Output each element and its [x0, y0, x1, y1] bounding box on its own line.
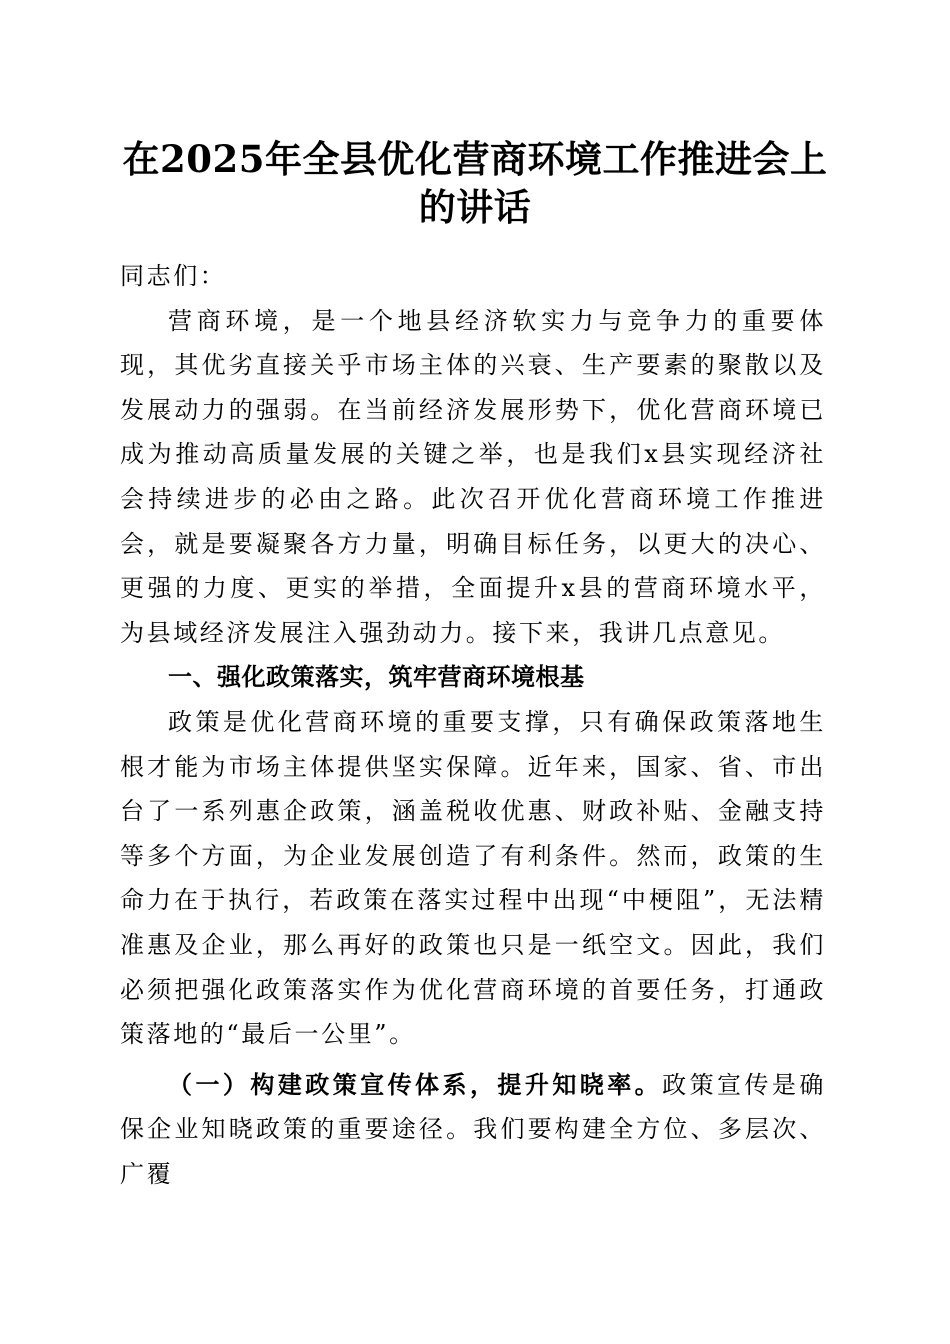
subsection-1-text: 政策宣传是确保企业知晓政策的重要途径。我们要构建全方位、多层次、广覆	[120, 1070, 826, 1188]
salutation: 同志们：	[120, 262, 227, 290]
subsection-1-paragraph	[120, 1063, 826, 1197]
intro-paragraph: 营商环境，是一个地县经济软实力与竞争力的重要体现，其优劣直接关乎市场主体的兴衰、生产要素的聚散以及发展动力的强弱。在当前经济发展形势下，优化营商环境已成为推动高质量发展的关键之举，也是我们x县实现经济社会持续进步的必由之路。此次召开优化营商环境工作推进会，就是要凝聚各方力量，明确目标任务，以更大的决心、更强的力度、更实的举措，全面提升x县的营商环境水平，为县域经济发展注入强劲动力。接下来，我讲几点意见。	[120, 306, 826, 647]
document-title: 在2025年全县优化营商环境工作推进会上的讲话	[122, 137, 828, 229]
document-body	[120, 254, 826, 1196]
section-1-paragraph: 政策是优化营商环境的重要支撑，只有确保政策落地生根才能为市场主体提供坚实保障。近年来，国家、省、市出台了一系列惠企政策，涵盖税收优惠、财政补贴、金融支持等多个方面，为企业发展创造了有利条件。然而，政策的生命力在于执行，若政策在落实过程中出现“中梗阻”，无法精准惠及企业，那么再好的政策也只是一纸空文。因此，我们必须把强化政策落实作为优化营商环境的首要任务，打通政策落地的“最后一公里”。	[120, 707, 826, 1049]
section-1-heading: 一、强化政策落实，筑牢营商环境根基	[168, 663, 585, 692]
subsection-1-heading: （一）构建政策宣传体系，提升知晓率。	[168, 1069, 663, 1099]
